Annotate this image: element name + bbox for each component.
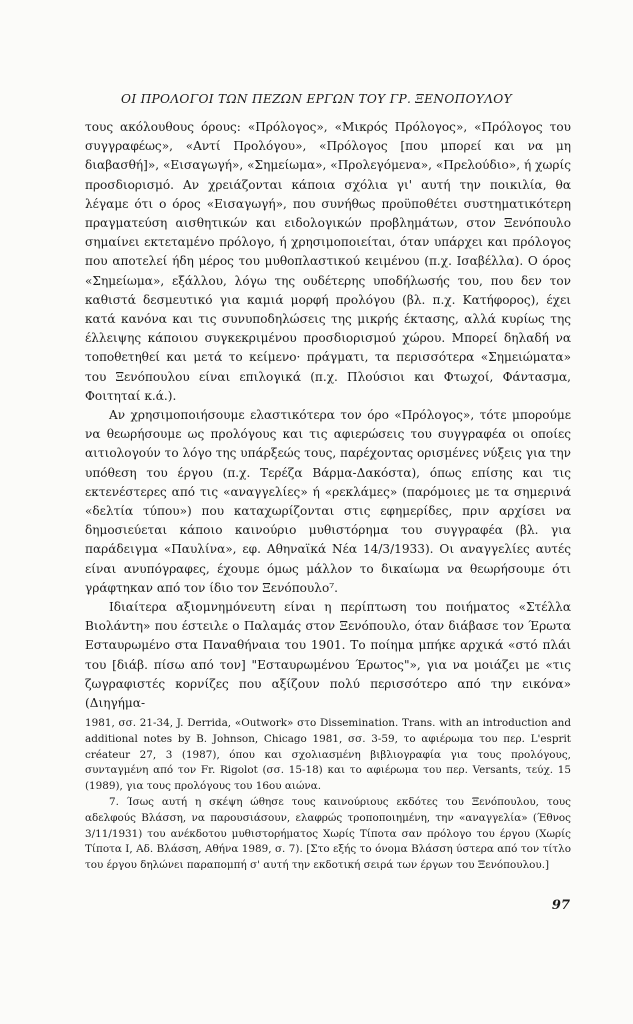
body-paragraph-3: Ιδιαίτερα αξιομνημόνευτη είναι η περίπτωση του ποιήματος «Στέλλα Βιολάντη» που έστειλε ο Παλαμάς στον Ξενόπουλο, όταν διάβασε τον Έρωτα Εσταυρωμένο στα Παναθήναια του 1901. Το ποίημα μπήκε αρχικά «στό πλάι του [διάβ. πίσω από τον] "Εσταυρωμένου Έρωτος"», για να μοιάζει με «τις ζωγραφιστές κορνίζες που αξίζουν πολύ περισσότερο από την εικόνα» (Διηγήμα- [85,600,571,711]
page-number: 97 [551,898,570,913]
footnote-7: 7. Ίσως αυτή η σκέψη ώθησε τους καινούριους εκδότες του Ξενόπουλου, τους αδελφούς Βλάσση, να παρουσιάσουν, ελαφρώς τροποποιημένη, την «αναγγελία» (Έθνος 3/11/1931) του ανέκδοτου μυθιστορήματος Χωρίς Τίποτα σαν πρόλογο του έργου (Χωρίς Τίποτα Ι, Αδ. Βλάσση, Αθήνα 1989, σ. 7). [Στο εξής το όνομα Βλάσση ύστερα από τον τίτλο του έργου δηλώνει παραπομπή σ' αυτή την εκδοτική σειρά των έργων του Ξενόπουλου.] [85,795,571,872]
running-head: ΟΙ ΠΡΟΛΟΓΟΙ ΤΩΝ ΠΕΖΩΝ ΕΡΓΩΝ ΤΟΥ ΓΡ. ΞΕΝΟΠΟΥΛΟΥ [121,92,512,106]
main-text [85,118,571,713]
footnotes [85,716,571,874]
body-paragraph-2: Αν χρησιμοποιήσουμε ελαστικότερα τον όρο «Πρόλογος», τότε μπορούμε να θεωρήσουμε ως προλόγους και τις αφιερώσεις του συγγραφέα οι οποίες αιτιολογούν το λόγο της υπάρξεώς τους, παρέχοντας ορισμένες νύξεις για την υπόθεση του έργου (π.χ. Τερέζα Βάρμα-Δακόστα), όπως επίσης και τις εκτενέστερες από τις «αναγγελίες» ή «ρεκλάμες» (παρόμοιες με τα σημερινά «δελτία τύπου») που καταχωρίζονται στις εφημερίδες, πριν αρχίσει να δημοσιεύεται κάποιο καινούριο μυθιστόρημα του συγγραφέα (βλ. για παράδειγμα «Παυλίνα», εφ. Αθηναϊκά Νέα 14/3/1933). Οι αναγγελίες αυτές είναι ανυπόγραφες, έχουμε όμως μάλλον το δικαίωμα να θεωρήσουμε ότι γράφτηκαν από τον ίδιο τον Ξενόπουλο⁷. [85,408,571,595]
footnote-continuation: 1981, σσ. 21-34, J. Derrida, «Outwork» στο Dissemination. Trans. with an introduction and additional notes by B. Johnson, Chicago 1981, σσ. 3-59, το αφιέρωμα του περ. L'esprit créateur 27, 3 (1987), όπου και σχολιασμένη βιβλιογραφία για τους προλόγους, συνταγμένη από τον Fr. Rigolot (σσ. 15-18) και το αφιέρωμα του περ. Versants, τεύχ. 15 (1989), για τους προλόγους του 16ου αιώνα. [85,717,571,793]
body-paragraph-1: τους ακόλουθους όρους: «Πρόλογος», «Μικρός Πρόλογος», «Πρόλογος του συγγραφέως», «Αντί Προλόγου», «Πρόλογος [που μπορεί και να μη διαβασθή]», «Εισαγωγή», «Σημείωμα», «Προλεγόμενα», «Πρελούδιο», ή χωρίς προσδιορισμό. Αν χρειάζονται κάποια σχόλια γι' αυτή την ποικιλία, θα λέγαμε ότι ο όρος «Εισαγωγή», που συνήθως προϋποθέτει συστηματικότερη πραγματεύση αισθητικών και ειδολογικών προβλημάτων, στον Ξενόπουλο σημαίνει εκτεταμένο πρόλογο, ή χρησιμοποιείται, όταν υπάρχει και πρόλογος που αποτελεί ήδη μέρος του μυθοπλαστικού κειμένου (π.χ. Ισαβέλλα). Ο όρος «Σημείωμα», εξάλλου, λόγω της ουδέτερης υποδήλωσής του, που δεν τον καθιστά δεσμευτικό για καμιά μορφή προλόγου (βλ. π.χ. Κατήφορος), έχει κατά κανόνα και τις συνυποδηλώσεις της μικρής έκτασης, αλλά κυρίως της έλλειψης κάποιου συγκεκριμένου προσδιορισμού χώρου. Μπορεί δηλαδή να τοποθετηθεί και μετά το κείμενο· πράγματι, τα περισσότερα «Σημειώματα» του Ξενόπουλου είναι επιλογικά (π.χ. Πλούσιοι και Φτωχοί, Φάντασμα, Φοιτηταί κ.ά.). [85,120,571,403]
